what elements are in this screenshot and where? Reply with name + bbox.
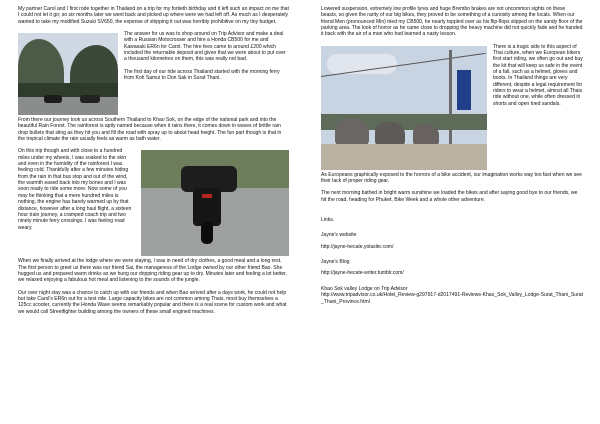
paragraph-test-ride: Our over night stay was a chance to catch up with our friends and when Bao arrived after a days work, he could not help but take Carol's ER6n out for a test ride. Large capacity bikes are not common among Thais, most buy themselves a 125cc scooter, currently the Honda Wave seems remarkably popular and there is a real scene for custom work and what we would call Streetfighter building among the owners of these small engined machines.: [18, 289, 287, 315]
left-column: [18, 6, 289, 321]
website-link[interactable]: http://jayne-hecate.yolasite.com/: [321, 243, 394, 250]
paragraph-soaked: On this trip though and with close to a hundred miles under my wheels, I was soaked to the skin and even in the humidity of the rainforest I was feeling cold. Thankfully after a few minutes hiding from the rain in that bus stop and out of the wind, the warmth eased back into my bones and I was soon ready to ride some more. Now some of you may be thinking that a mere hundred miles is nothing, the engine has barely warmed up by that distance, however after a long haul flight, a sixteen hour train journey, a cramped coach trip and two ninety minute ferry crossings, I was feeling road weary.: [18, 148, 132, 231]
lodge-label: Khao Sok valley Lodge on Trip Advisor: [321, 285, 408, 292]
links-heading: Links.: [321, 217, 335, 224]
paragraph-next-morning: The next morning bathed in bright warm sunshine we loaded the bikes and after saying good bye to our friends, we hit the road, heading for Phuket, Bike Week and a whole other adventure.: [321, 190, 578, 203]
photo-motorcycles-limestone-cliffs: [18, 33, 118, 115]
elephant-statue-1: [335, 118, 369, 146]
fuel-station-sign: [457, 70, 471, 110]
paragraph-khao-sok: From there our journey took us across Southern Thailand to Khao Sok, on the edge of the national park and into the beautiful Rain Forest. The rainforest is aptly named because when it rains there, it comes down in waves of brittle rain drop bullets that sting as they hit you and fill the road with spray up to about head height. The fun part though is that in the tropical climate the rain usually feels as warm as bath water.: [18, 117, 282, 143]
right-column: [321, 6, 583, 310]
paragraph-bike-hire: The answer for us was to shop around on Trip Advisor and make a deal with a Russian Motocrosser and hire a Honda CB500 for me and Kawasaki ER6n for Carol. The hire fees came to around £200 which included the returnable deposit and given that we were about to put over a thousand kilometres on them, this was really not bad.: [124, 31, 286, 63]
photo-elephant-statues: [321, 46, 487, 170]
paragraph-europeans: As Europeans graphically exposed to the horrors of a bike accident, our imagination works way too fast when we see their lack of proper riding gear.: [321, 171, 582, 185]
paragraph-intro: My partner Carol and I first rode together in Thailand on a trip for my fortieth birthday and it left such an impact on me that I could not let it go; so six months later we went back and picked up where were we had left off. As much as I desperately wanted to take my modified Suzuki SV650, the expense of shipping it out was horribly prohibitive on my tiny budget.: [18, 6, 289, 25]
elephant-statue-2: [375, 122, 405, 146]
utility-pole: [449, 50, 452, 150]
links-section: [321, 217, 583, 305]
paragraph-lodge: When we finally arrived at the lodge where we were staying, I was in need of dry clothes, a good meal and a long rest. The first person to greet us there was our friend Sai, the manageress of the Lodge owned by our other friend Bao. She hugged us and prepared warm drinks as we hung our dripping riding gear up to dry. Minutes later and feeling a lot better, we relaxed enjoying a fabulous hot meal and listening to the sounds of the jungle.: [18, 258, 287, 284]
road: [18, 97, 118, 115]
elephant-statue-3: [413, 124, 439, 146]
paragraph-tragic-side: There is a tragic side to this aspect of Thai culture, when we European bikers first start riding, we often go out and buy the kit that will keep us safe in the event of a fall, such as a helmet, gloves and boots. In Thailand things are very different, despite a legal requirement for riders to wear a helmet, almost all Thais ride without one, while often dressed in shorts and open toed sandals.: [493, 43, 583, 107]
paragraph-suspension: Lowered suspension, extremely low profile tyres and huge Brembo brakes are not uncommon sights on these beasts, so given the rarity of our big bikes, they proved to be something of a curiosity among the locals. When our friend Men (pronounced Min) tried my CB500, he nearly toppled over as his flip-flops slipped on the sandy floor of the parking area. The look of horror as he came close to dropping the heavy machine did not quickly fade and he handed it back with the air of a man who had learned a nasty lesson.: [321, 6, 583, 38]
blog-label: Jayne's Blog: [321, 259, 350, 266]
ground: [321, 144, 487, 170]
blog-link[interactable]: http://jayne-hecate-writer.tumblr.com/: [321, 270, 404, 277]
photo-motorcycle-wet-road: [141, 150, 289, 256]
tail-light: [202, 194, 212, 198]
motorcycle-2: [80, 95, 100, 103]
motorcycle-wheel: [201, 222, 213, 244]
paragraph-first-day: The first day of our ride across Thailand started with the morning ferry from Koh Samui to Don Sak in Surat Thani.: [124, 68, 280, 82]
website-label: Jayne's website: [321, 232, 357, 239]
lodge-link[interactable]: http://www.tripadvisor.co.uk/Hotel_Review-g297917-d2017491-Reviews-Khao_Sok_Valley_Lodge-Surat_Thani_Surat_Thani_Province.html: [321, 292, 583, 305]
motorcycle-1: [44, 95, 62, 103]
